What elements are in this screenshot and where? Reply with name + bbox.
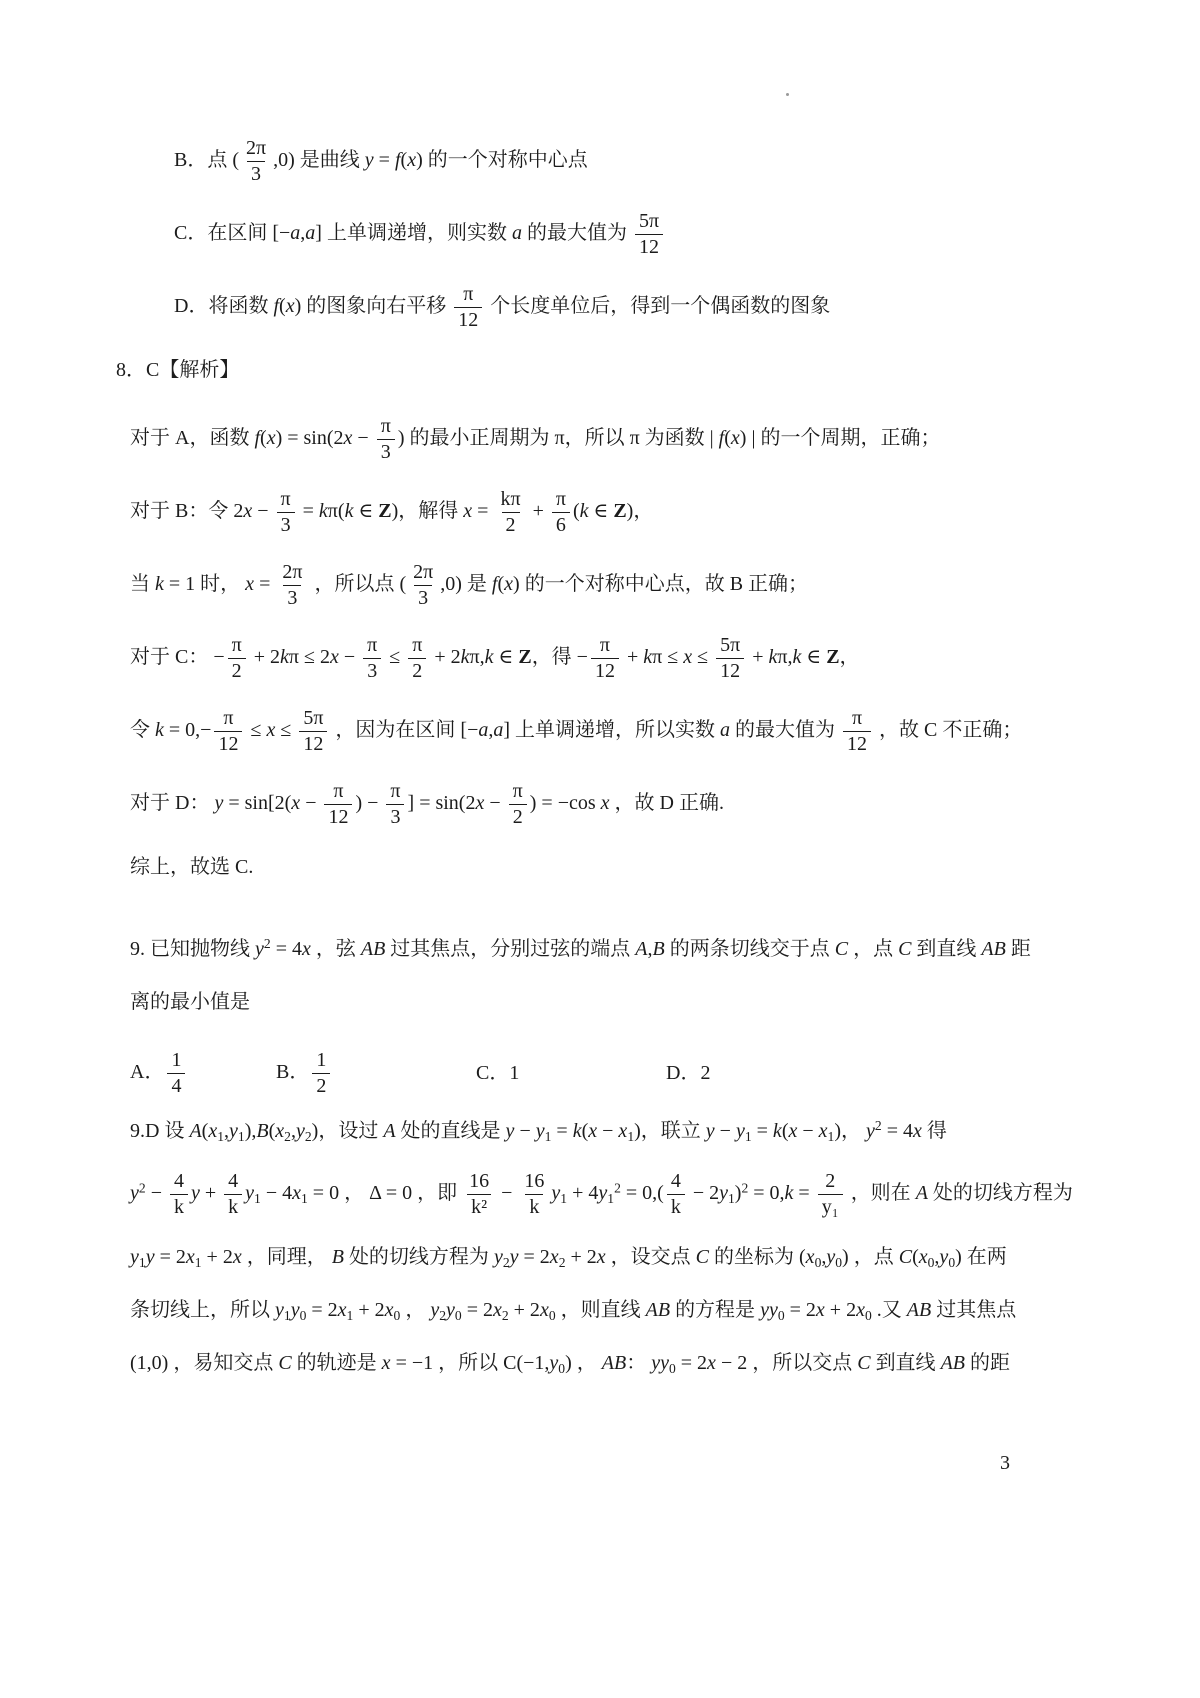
fraction bbox=[818, 1169, 843, 1220]
fraction bbox=[716, 633, 744, 684]
fraction-denominator: 12 bbox=[214, 731, 242, 757]
page-number: 3 bbox=[1000, 1452, 1010, 1474]
text-line: 对于 B：令 2x − $\frac{\pi}{3}$ = kπ(k ∈ Z)，解得 x = $\frac{k\pi}{2}$ + $\frac{\pi}{6}$ (k ∈ Z)， bbox=[130, 488, 654, 536]
fraction bbox=[167, 1048, 185, 1099]
text-line: 对于 D： y = sin[2(x − $\frac{\pi}{12}$ ) − $\frac{\pi}{3}$ ] = sin(2x − $\frac{\pi}{2}$ ) = −cos x ，故 D 正确. bbox=[130, 780, 724, 828]
text-line: B．点 ( $\frac{2\pi}{3}$ ,0) 是曲线 y = f(x) 的一个对称中心点 bbox=[174, 137, 588, 185]
fraction bbox=[386, 779, 404, 830]
fraction-numerator: 5π bbox=[720, 634, 741, 656]
fraction-numerator: π bbox=[231, 634, 242, 656]
fraction-numerator: 2π bbox=[282, 561, 303, 583]
fraction bbox=[377, 414, 395, 465]
fraction-numerator: 16 bbox=[469, 1169, 490, 1192]
fraction bbox=[509, 779, 527, 830]
answer-choices-row bbox=[130, 1048, 1160, 1099]
fraction bbox=[224, 1169, 242, 1220]
fraction-numerator: π bbox=[463, 283, 474, 305]
text-line: 9.D 设 $A(x_1,y_1),B(x_2,y_2)$，设过 A 处的直线是 $y - y_1 = k(x - x_1)$，联立 $y - y_1 = k(x - x_1)$， $y^2 = 4x$ 得 bbox=[130, 1117, 947, 1144]
fraction-numerator: 16 bbox=[524, 1169, 545, 1192]
fraction-denominator: 12 bbox=[843, 731, 871, 757]
text-line: C．在区间 [−a,a] 上单调递增，则实数 a 的最大值为 $\frac{5\pi}{12}$ bbox=[130, 209, 1160, 260]
fraction-denominator: k bbox=[170, 1194, 188, 1220]
fraction-denominator: 2 bbox=[509, 804, 527, 830]
text-line: 综上，故选 C. bbox=[130, 856, 254, 878]
fraction-denominator: 3 bbox=[283, 585, 301, 611]
fraction-numerator: 2π bbox=[413, 561, 434, 583]
fraction-numerator: 5π bbox=[303, 707, 324, 729]
fraction-numerator: π bbox=[512, 780, 523, 802]
text-line: 当 k = 1 时， x = $\frac{2\pi}{3}$ ，所以点 ( $\frac{2\pi}{3}$ ,0) 是 f(x) 的一个对称中心点，故 B 正确； bbox=[130, 561, 809, 609]
fraction-denominator: 4 bbox=[167, 1073, 185, 1099]
fraction-denominator: 2 bbox=[228, 658, 246, 684]
fraction bbox=[228, 633, 246, 684]
fraction bbox=[667, 1169, 685, 1220]
fraction-numerator: π bbox=[599, 634, 611, 656]
fraction-numerator: π bbox=[280, 488, 291, 510]
fraction-numerator: π bbox=[367, 634, 378, 656]
fraction-denominator: y₁ bbox=[818, 1194, 843, 1220]
fraction-denominator: 2 bbox=[408, 658, 426, 684]
fraction-numerator: kπ bbox=[500, 488, 521, 510]
fraction bbox=[408, 633, 426, 684]
fraction-numerator: π bbox=[333, 780, 344, 802]
fraction bbox=[312, 1048, 330, 1099]
fraction-denominator: 12 bbox=[635, 234, 663, 260]
text-line: 条切线上，所以 $y_1y_0 = 2x_1 + 2x_0$ ， $y_2y_0 = 2x_2 + 2x_0$ ，则直线 AB 的方程是 $yy_0 = 2x + 2x_0$ .又 AB 过其焦点 bbox=[130, 1298, 1017, 1323]
fraction-denominator: k² bbox=[467, 1194, 491, 1220]
fraction-denominator: 12 bbox=[324, 804, 352, 830]
answer-choice: D．2 bbox=[666, 1061, 711, 1084]
fraction bbox=[242, 136, 270, 187]
fraction-denominator: 3 bbox=[414, 585, 432, 611]
fraction-numerator: 1 bbox=[171, 1048, 182, 1071]
fraction-numerator: 4 bbox=[228, 1169, 239, 1192]
fraction-numerator: π bbox=[412, 634, 423, 656]
fraction-numerator: 4 bbox=[173, 1169, 184, 1192]
fraction-denominator: 2 bbox=[312, 1073, 330, 1099]
fraction-denominator: 6 bbox=[552, 512, 570, 538]
text-line: (1,0) ，易知交点 C 的轨迹是 x = −1 ，所以 $C(-1,y_0)$ ， AB： $yy_0 = 2x - 2$ ，所以交点 C 到直线 AB 的距 bbox=[130, 1352, 1010, 1377]
answer-choice: A． $\frac{1}{4}$ bbox=[130, 1048, 276, 1099]
fraction-denominator: 3 bbox=[277, 512, 295, 538]
fraction-denominator: 3 bbox=[377, 439, 395, 465]
fraction-denominator: k bbox=[224, 1194, 242, 1220]
text-line: 令 k = 0,− $\frac{\pi}{12}$ ≤ x ≤ $\frac{5\pi}{12}$ ，因为在区间 [−a,a] 上单调递增，所以实数 a 的最大值为 $\frac{\pi}{12}$ ，故 C 不正确； bbox=[130, 707, 1023, 755]
fraction-numerator: 4 bbox=[670, 1169, 681, 1192]
fraction-numerator: 2 bbox=[825, 1169, 836, 1192]
fraction-numerator: π bbox=[851, 707, 863, 729]
text-line: 离的最小值是 bbox=[130, 990, 250, 1013]
fraction bbox=[409, 560, 437, 611]
fraction-numerator: 2π bbox=[246, 137, 267, 159]
fraction-numerator: 1 bbox=[316, 1048, 327, 1071]
fraction-denominator: 3 bbox=[363, 658, 381, 684]
fraction bbox=[277, 487, 295, 538]
fraction bbox=[299, 706, 327, 757]
fraction bbox=[170, 1169, 188, 1220]
scan-artifact-dot bbox=[786, 93, 789, 96]
fraction-numerator: 5π bbox=[638, 210, 660, 232]
fraction-denominator: 12 bbox=[716, 658, 744, 684]
fraction bbox=[496, 487, 524, 538]
text-line: 对于 C： − $\frac{\pi}{2}$ + 2kπ ≤ 2x − $\frac{\pi}{3}$ ≤ $\frac{\pi}{2}$ + 2kπ,k ∈ Z，得 − $\frac{\pi}{12}$ + kπ ≤ x ≤ $\frac{5\pi}{12}$ + kπ,k ∈ Z， bbox=[130, 634, 860, 682]
fraction-denominator: 3 bbox=[386, 804, 404, 830]
fraction bbox=[465, 1169, 493, 1220]
fraction bbox=[214, 706, 242, 757]
fraction bbox=[454, 282, 482, 333]
fraction-numerator: π bbox=[380, 415, 391, 437]
fraction-denominator: 12 bbox=[299, 731, 327, 757]
fraction-denominator: 2 bbox=[502, 512, 520, 538]
fraction bbox=[843, 706, 871, 757]
text-line: $y_1y = 2x_1 + 2x$ ，同理， B 处的切线方程为 $y_2y = 2x_2 + 2x$ ，设交点 C 的坐标为 $(x_0,y_0)$ ，点 $C(x_0,y_0)$ 在两 bbox=[130, 1245, 1007, 1270]
answer-choice: B． $\frac{1}{2}$ bbox=[276, 1048, 476, 1099]
fraction-numerator: π bbox=[390, 780, 401, 802]
fraction bbox=[520, 1169, 548, 1220]
text-line: 9. 已知抛物线 $y^2 = 4x$ ，弦 AB 过其焦点，分别过弦的端点 A,B 的两条切线交于点 C ，点 C 到直线 AB 距 bbox=[130, 936, 1031, 960]
fraction bbox=[552, 487, 570, 538]
fraction bbox=[363, 633, 381, 684]
text-line: $y^2$ − $\frac{4}{k}$ y + $\frac{4}{k}$ $y_1 - 4x_1 = 0$ ， Δ = 0 ，即 $\frac{16}{\text{k²}}$ − $\frac{16}{k}$ $y_1 + 4y_1^2 = 0$,( $\frac{4}{k}$ − $2y_1)^2 = 0,k$ = $\frac{2}{\text{y₁}}$ ，则在 A 处的切线方程为 bbox=[130, 1169, 1073, 1218]
fraction bbox=[324, 779, 352, 830]
fraction bbox=[591, 633, 619, 684]
fraction-denominator: k bbox=[525, 1194, 543, 1220]
fraction bbox=[278, 560, 306, 611]
answer-choice: C．1 bbox=[476, 1061, 520, 1084]
fraction-numerator: π bbox=[223, 707, 234, 729]
fraction-denominator: 12 bbox=[591, 658, 619, 684]
text-line: D．将函数 f(x) 的图象向右平移 $\frac{\pi}{12}$ 个长度单位后，得到一个偶函数的图象 bbox=[174, 283, 831, 331]
fraction-denominator: 12 bbox=[454, 307, 482, 333]
fraction bbox=[635, 209, 663, 260]
fraction-numerator: π bbox=[555, 488, 566, 510]
text-line: 对于 A，函数 f(x) = sin(2x − $\frac{\pi}{3}$ ) 的最小正周期为 π，所以 π 为函数 | f(x) | 的一个周期，正确； bbox=[130, 415, 941, 463]
answer-heading: 8．C【解析】 bbox=[116, 359, 240, 381]
fraction-denominator: k bbox=[667, 1194, 685, 1220]
fraction-denominator: 3 bbox=[247, 161, 265, 187]
